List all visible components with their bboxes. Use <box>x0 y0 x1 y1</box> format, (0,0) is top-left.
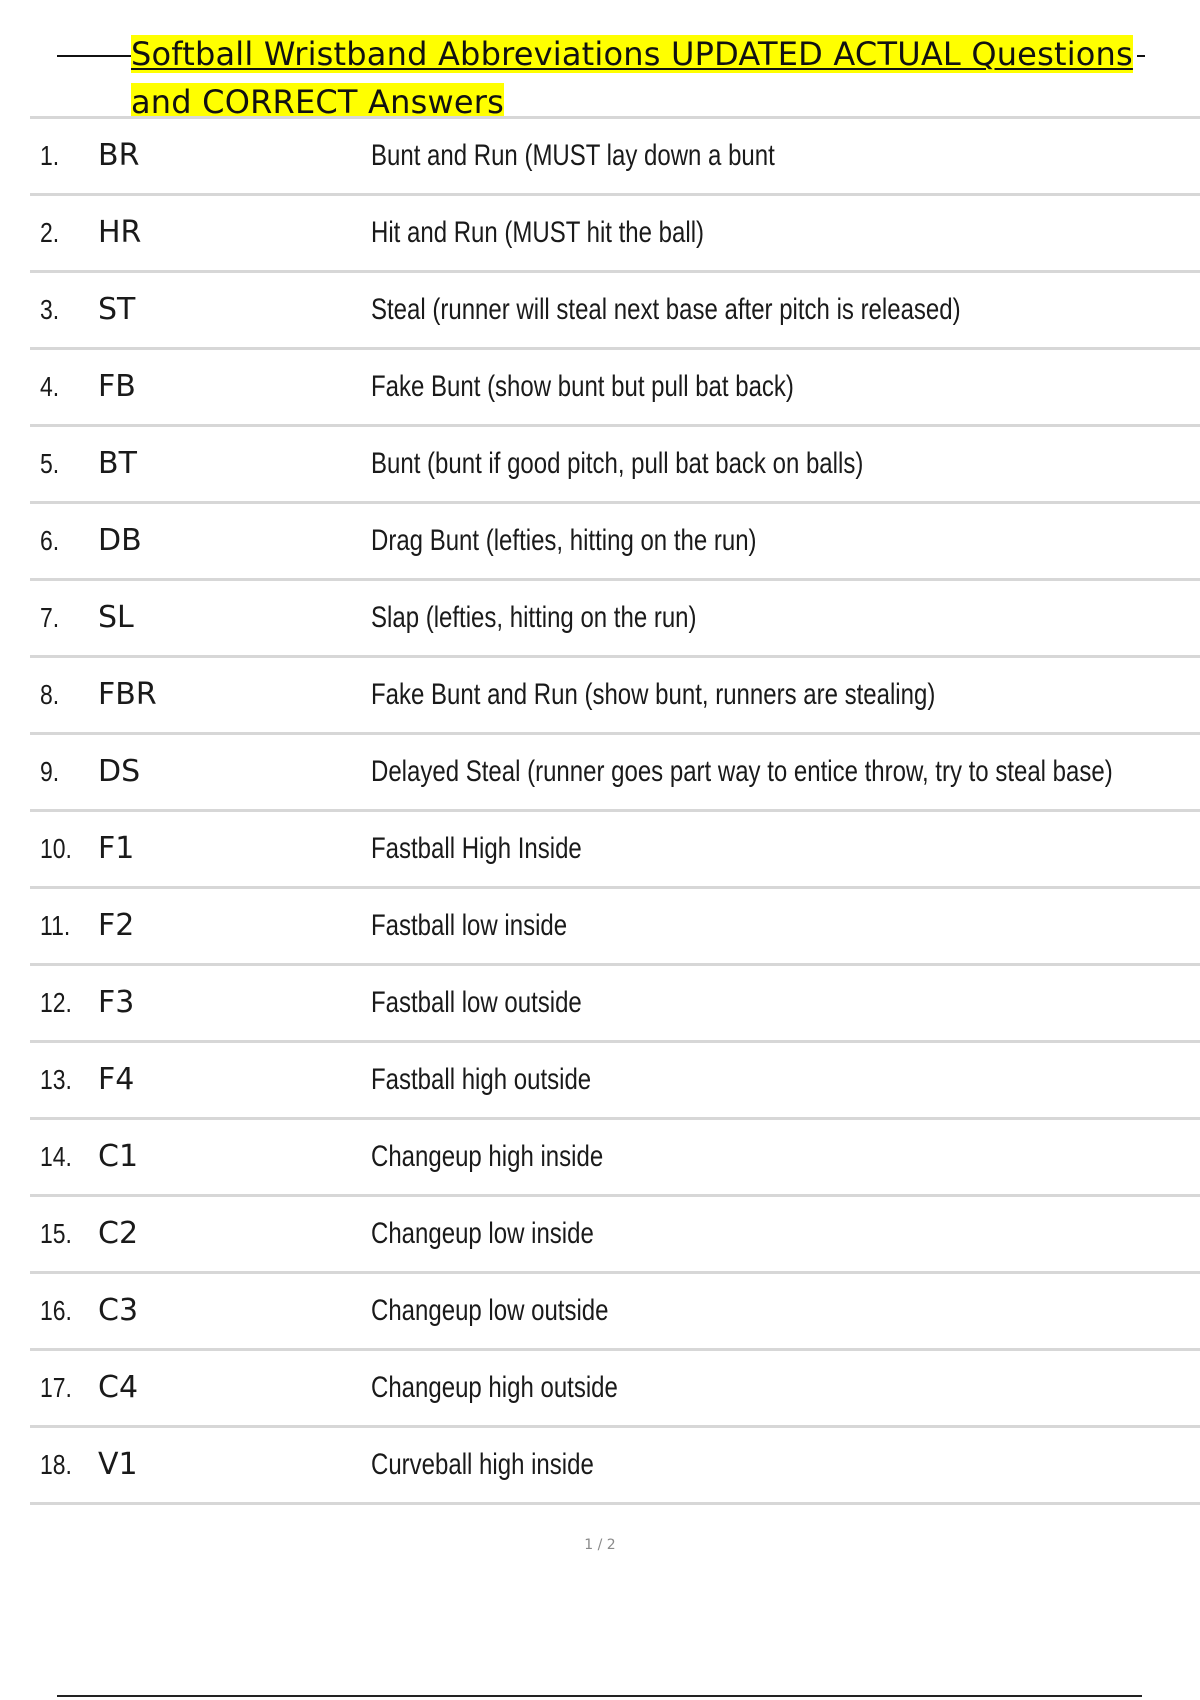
row-number: 10. <box>40 833 72 864</box>
abbreviation-description: Hit and Run (MUST hit the ball) <box>371 216 705 249</box>
abbreviation-code: FBR <box>98 677 157 712</box>
abbreviation-code: BT <box>98 446 137 481</box>
table-row <box>30 1351 1200 1428</box>
row-number: 1. <box>40 140 60 171</box>
row-number: 18. <box>40 1449 72 1480</box>
document-title-text: Softball Wristband Abbreviations UPDATED ACTUAL Questions and CORRECT Answers <box>131 35 1133 116</box>
abbreviation-code: FB <box>98 369 136 404</box>
abbreviation-code: F2 <box>98 908 135 943</box>
table-row <box>30 350 1200 427</box>
abbreviation-description: Bunt (bunt if good pitch, pull bat back on balls) <box>371 447 864 480</box>
abbreviation-description: Fastball high outside <box>371 1063 592 1096</box>
table-row <box>30 1428 1200 1505</box>
row-number: 7. <box>40 602 60 633</box>
abbreviation-code: C4 <box>98 1370 139 1405</box>
abbreviation-code: C1 <box>98 1139 139 1174</box>
abbreviation-code: C2 <box>98 1216 139 1251</box>
page-indicator: 1 / 2 <box>584 1537 616 1553</box>
abbreviation-description: Fake Bunt and Run (show bunt, runners are stealing) <box>371 678 936 711</box>
abbreviation-code: F4 <box>98 1062 135 1097</box>
abbreviation-description: Drag Bunt (lefties, hitting on the run) <box>371 524 757 557</box>
document-title-block <box>57 30 1147 116</box>
abbreviation-description: Steal (runner will steal next base after pitch is released) <box>371 293 961 326</box>
title-trailing-line <box>1137 55 1145 57</box>
abbreviation-code: F3 <box>98 985 135 1020</box>
abbreviation-description: Changeup high outside <box>371 1371 618 1404</box>
table-row <box>30 581 1200 658</box>
abbreviation-description: Changeup low outside <box>371 1294 609 1327</box>
table-row <box>30 1197 1200 1274</box>
abbreviation-description: Changeup low inside <box>371 1217 594 1250</box>
table-row <box>30 735 1200 812</box>
abbreviation-table <box>30 116 1200 1505</box>
page-bottom-rule <box>57 1695 1142 1697</box>
table-row <box>30 1120 1200 1197</box>
table-row <box>30 966 1200 1043</box>
row-number: 6. <box>40 525 60 556</box>
row-number: 13. <box>40 1064 72 1095</box>
abbreviation-code: V1 <box>98 1447 138 1482</box>
table-row <box>30 812 1200 889</box>
table-row <box>30 504 1200 581</box>
abbreviation-description: Fastball low inside <box>371 909 568 942</box>
row-number: 15. <box>40 1218 72 1249</box>
abbreviation-description: Bunt and Run (MUST lay down a bunt <box>371 139 775 172</box>
row-number: 2. <box>40 217 60 248</box>
row-number: 14. <box>40 1141 72 1172</box>
row-number: 17. <box>40 1372 72 1403</box>
abbreviation-code: ST <box>98 292 136 327</box>
row-number: 5. <box>40 448 60 479</box>
abbreviation-code: DB <box>98 523 142 558</box>
row-number: 4. <box>40 371 60 402</box>
table-row <box>30 273 1200 350</box>
row-number: 9. <box>40 756 60 787</box>
document-title <box>131 30 1136 116</box>
abbreviation-code: SL <box>98 600 134 635</box>
table-row <box>30 427 1200 504</box>
abbreviation-description: Changeup high inside <box>371 1140 604 1173</box>
table-row <box>30 1043 1200 1120</box>
title-leader-line <box>57 55 131 57</box>
table-row <box>30 1274 1200 1351</box>
abbreviation-code: C3 <box>98 1293 139 1328</box>
abbreviation-code: BR <box>98 138 140 173</box>
abbreviation-description: Fake Bunt (show bunt but pull bat back) <box>371 370 794 403</box>
row-number: 3. <box>40 294 60 325</box>
row-number: 8. <box>40 679 60 710</box>
abbreviation-description: Delayed Steal (runner goes part way to entice throw, try to steal base) <box>371 755 1113 788</box>
table-row <box>30 889 1200 966</box>
abbreviation-description: Curveball high inside <box>371 1448 594 1481</box>
table-row <box>30 196 1200 273</box>
abbreviation-description: Fastball High Inside <box>371 832 582 865</box>
abbreviation-description: Slap (lefties, hitting on the run) <box>371 601 697 634</box>
abbreviation-code: HR <box>98 215 142 250</box>
abbreviation-code: DS <box>98 754 141 789</box>
table-row <box>30 119 1200 196</box>
row-number: 16. <box>40 1295 72 1326</box>
abbreviation-code: F1 <box>98 831 135 866</box>
row-number: 12. <box>40 987 72 1018</box>
table-row <box>30 658 1200 735</box>
row-number: 11. <box>40 910 71 941</box>
abbreviation-description: Fastball low outside <box>371 986 582 1019</box>
